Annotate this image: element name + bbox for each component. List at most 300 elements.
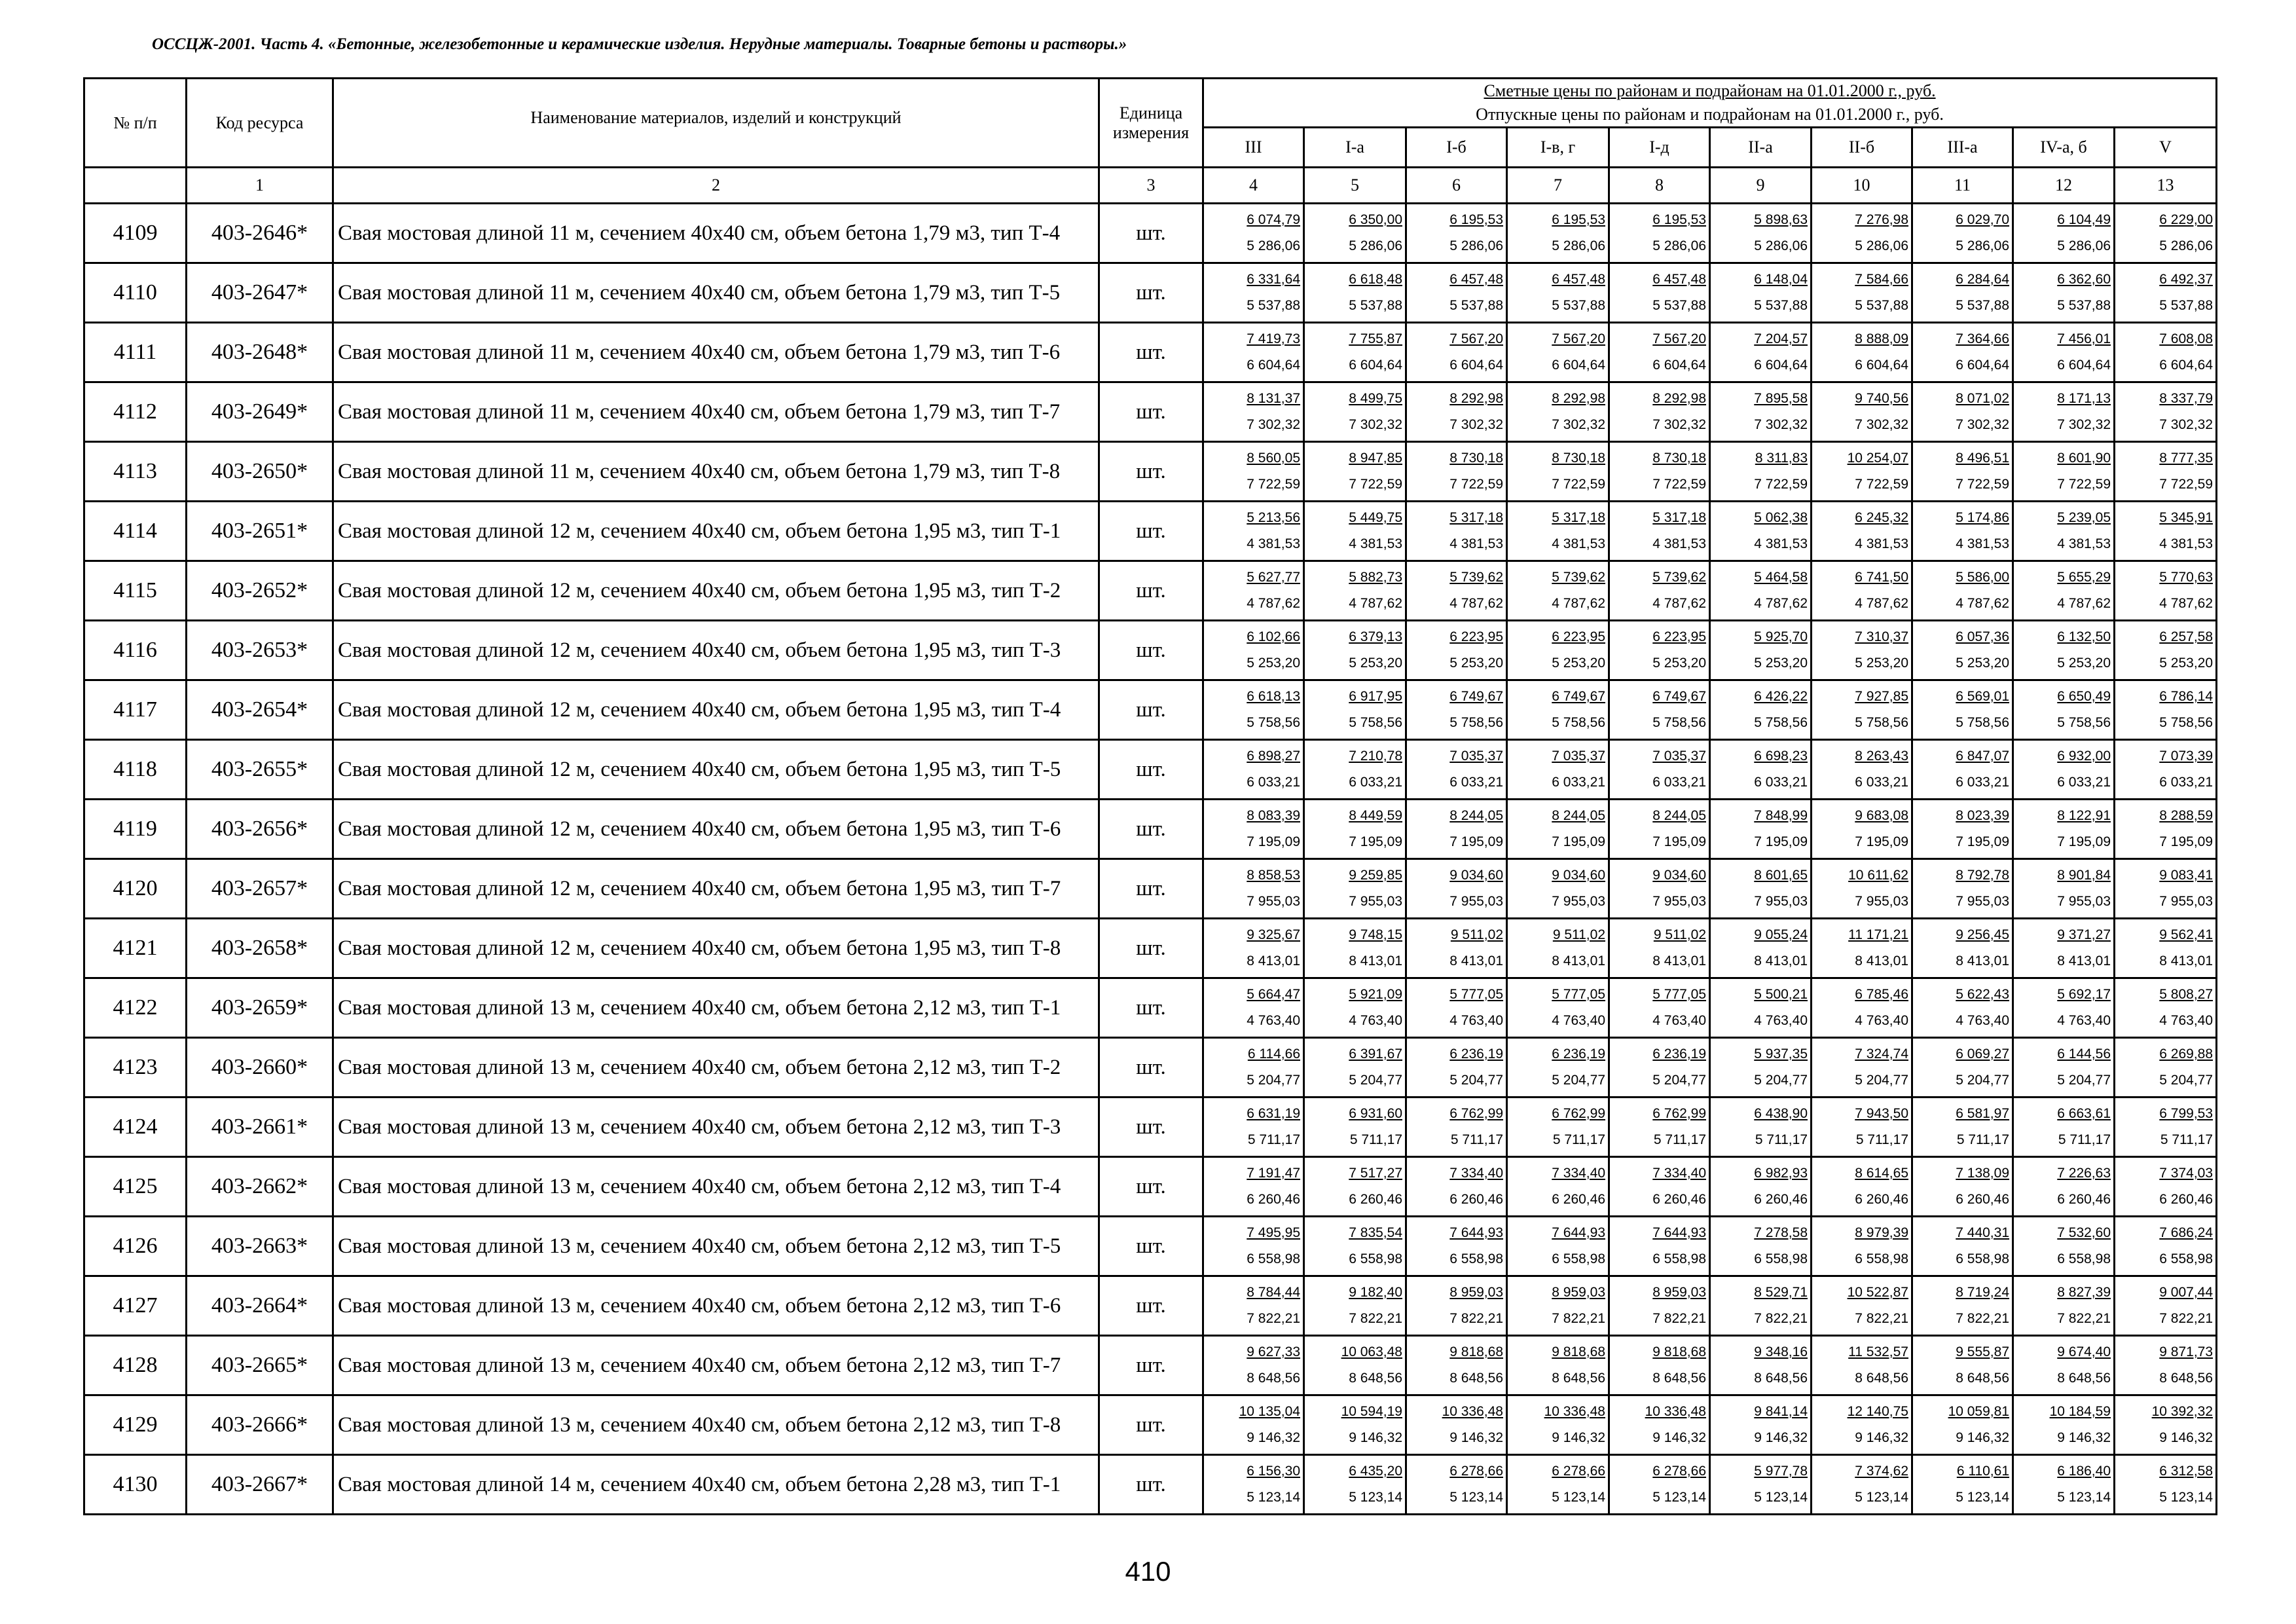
release-price: 9 146,32 (1552, 1430, 1605, 1445)
release-price: 6 260,46 (2159, 1192, 2214, 1207)
unit: шт. (1099, 263, 1203, 323)
price-cell (1304, 323, 1406, 382)
price-cell (1812, 680, 1912, 740)
price-cell (1912, 800, 2013, 859)
price-cell (1812, 919, 1912, 978)
item-name: Свая мостовая длиной 13 м, сечением 40х40 см, объем бетона 2,12 м3, тип Т-4 (333, 1157, 1099, 1217)
estimate-price: 8 792,78 (1956, 868, 2009, 883)
release-price: 5 286,06 (2159, 238, 2214, 253)
estimate-price: 7 567,20 (1449, 331, 1503, 346)
table-body (84, 204, 2217, 1515)
estimate-price: 6 278,66 (1552, 1464, 1605, 1479)
price-cell (1710, 1276, 1812, 1336)
estimate-price: 6 110,61 (1956, 1464, 2009, 1479)
price-cell (1304, 680, 1406, 740)
column-number-cell: 10 (1812, 168, 1912, 204)
release-price: 4 763,40 (2057, 1013, 2111, 1028)
estimate-price: 6 749,67 (1652, 689, 1706, 704)
resource-code: 403-2663* (187, 1217, 333, 1276)
release-price: 8 648,56 (1754, 1371, 1808, 1386)
release-price: 5 253,20 (1956, 655, 2009, 671)
price-cell (1710, 1395, 1812, 1455)
estimate-price: 8 122,91 (2057, 808, 2111, 823)
estimate-price: 5 664,47 (1247, 987, 1300, 1002)
estimate-price: 6 195,53 (1552, 212, 1605, 227)
release-price: 6 604,64 (1956, 358, 2009, 373)
release-price: 5 758,56 (1449, 715, 1503, 730)
resource-code: 403-2658* (187, 919, 333, 978)
table-row (84, 919, 2217, 978)
price-cell (1304, 1276, 1406, 1336)
region-header: V (2115, 128, 2217, 168)
release-price: 9 146,32 (1349, 1430, 1402, 1445)
price-cell (1203, 919, 1304, 978)
estimate-price: 5 777,05 (1652, 987, 1706, 1002)
table-row (84, 740, 2217, 800)
release-price: 8 413,01 (1754, 953, 1808, 969)
price-cell (1710, 859, 1812, 919)
price-cell (1609, 859, 1710, 919)
price-cell (1507, 1395, 1609, 1455)
estimate-price: 5 977,78 (1754, 1464, 1808, 1479)
price-cell (2115, 382, 2217, 442)
release-price: 5 711,17 (2160, 1132, 2214, 1147)
release-price: 6 033,21 (1855, 775, 1908, 790)
estimate-price: 8 827,39 (2057, 1285, 2111, 1300)
estimate-price: 9 348,16 (1754, 1344, 1808, 1359)
release-price: 6 033,21 (1652, 775, 1706, 790)
estimate-price: 6 102,66 (1247, 629, 1300, 644)
price-cell (2013, 978, 2115, 1038)
price-cell (1609, 1455, 1710, 1515)
table-row (84, 621, 2217, 680)
estimate-price: 6 631,19 (1247, 1106, 1300, 1121)
price-cell (1609, 1276, 1710, 1336)
price-cell (1710, 1098, 1812, 1157)
estimate-price: 7 226,63 (2057, 1166, 2111, 1181)
estimate-price: 6 457,48 (1552, 272, 1605, 287)
estimate-price: 5 449,75 (1349, 510, 1402, 525)
release-price: 5 537,88 (1552, 298, 1605, 313)
release-price: 7 302,32 (1652, 417, 1706, 432)
price-cell (1609, 382, 1710, 442)
row-number: 4109 (84, 204, 187, 263)
item-name: Свая мостовая длиной 13 м, сечением 40х40 см, объем бетона 2,12 м3, тип Т-8 (333, 1395, 1099, 1455)
release-price: 9 146,32 (2159, 1430, 2214, 1445)
table-row (84, 1336, 2217, 1395)
release-price: 4 763,40 (1956, 1013, 2009, 1028)
price-cell (2115, 323, 2217, 382)
estimate-price: 5 770,63 (2159, 570, 2214, 585)
unit: шт. (1099, 1157, 1203, 1217)
release-price: 5 758,56 (1552, 715, 1605, 730)
estimate-price: 6 917,95 (1349, 689, 1402, 704)
table-row (84, 1098, 2217, 1157)
release-price: 8 413,01 (1247, 953, 1300, 969)
release-price: 7 822,21 (1855, 1311, 1908, 1326)
price-cell (1609, 740, 1710, 800)
price-cell (1203, 1157, 1304, 1217)
estimate-price: 8 449,59 (1349, 808, 1402, 823)
release-price: 5 123,14 (1247, 1490, 1300, 1505)
release-price: 7 955,03 (1754, 894, 1808, 909)
estimate-price: 5 622,43 (1956, 987, 2009, 1002)
estimate-price: 10 063,48 (1341, 1344, 1402, 1359)
price-cell (1203, 859, 1304, 919)
estimate-price: 5 239,05 (2057, 510, 2111, 525)
price-cell (2115, 442, 2217, 502)
estimate-price: 6 618,48 (1349, 272, 1402, 287)
row-number: 4111 (84, 323, 187, 382)
release-price: 6 558,98 (1754, 1251, 1808, 1266)
price-cell (1710, 680, 1812, 740)
price-cell (1812, 1276, 1912, 1336)
price-cell (2013, 740, 2115, 800)
estimate-price: 6 391,67 (1349, 1046, 1402, 1061)
price-cell (1912, 978, 2013, 1038)
price-cell (1203, 680, 1304, 740)
estimate-price: 7 517,27 (1349, 1166, 1402, 1181)
estimate-price: 7 276,98 (1855, 212, 1908, 227)
price-cell (1304, 1217, 1406, 1276)
price-cell (1812, 204, 1912, 263)
row-number: 4126 (84, 1217, 187, 1276)
region-header: II-а (1710, 128, 1812, 168)
price-cell (1812, 263, 1912, 323)
release-price: 6 604,64 (1449, 358, 1503, 373)
estimate-price: 7 608,08 (2159, 331, 2214, 346)
release-price: 7 195,09 (1449, 834, 1503, 849)
release-price: 5 758,56 (1956, 715, 2009, 730)
resource-code: 403-2649* (187, 382, 333, 442)
estimate-price: 6 762,99 (1449, 1106, 1503, 1121)
price-cell (2115, 621, 2217, 680)
estimate-price: 8 730,18 (1449, 451, 1503, 466)
release-price: 5 204,77 (1956, 1073, 2009, 1088)
price-cell (1304, 1038, 1406, 1098)
resource-code: 403-2664* (187, 1276, 333, 1336)
item-name: Свая мостовая длиной 12 м, сечением 40х40 см, объем бетона 1,95 м3, тип Т-5 (333, 740, 1099, 800)
release-price: 4 763,40 (1754, 1013, 1808, 1028)
release-price: 5 253,20 (1652, 655, 1706, 671)
release-price: 5 286,06 (1349, 238, 1402, 253)
table-row (84, 323, 2217, 382)
item-name: Свая мостовая длиной 12 м, сечением 40х40 см, объем бетона 1,95 м3, тип Т-2 (333, 561, 1099, 621)
header-unit: Единица измерения (1099, 79, 1203, 168)
price-cell (1507, 382, 1609, 442)
estimate-price: 5 937,35 (1754, 1046, 1808, 1061)
price-cell (1406, 1098, 1507, 1157)
price-cell (1406, 204, 1507, 263)
price-cell (1912, 502, 2013, 561)
unit: шт. (1099, 859, 1203, 919)
estimate-price: 7 686,24 (2159, 1225, 2214, 1240)
release-price: 7 822,21 (1349, 1311, 1402, 1326)
estimate-price: 6 457,48 (1449, 272, 1503, 287)
resource-code: 403-2655* (187, 740, 333, 800)
estimate-price: 6 492,37 (2159, 272, 2214, 287)
estimate-price: 6 847,07 (1956, 748, 2009, 764)
estimate-price: 10 611,62 (1848, 868, 1908, 883)
price-cell (1912, 859, 2013, 919)
price-cell (1609, 1098, 1710, 1157)
item-name: Свая мостовая длиной 11 м, сечением 40х40 см, объем бетона 1,79 м3, тип Т-4 (333, 204, 1099, 263)
release-price: 8 648,56 (1449, 1371, 1503, 1386)
price-cell (1507, 263, 1609, 323)
release-price: 5 537,88 (2159, 298, 2214, 313)
resource-code: 403-2648* (187, 323, 333, 382)
estimate-price: 8 292,98 (1449, 391, 1503, 406)
estimate-price: 10 184,59 (2049, 1404, 2111, 1419)
release-price: 9 146,32 (1652, 1430, 1706, 1445)
release-price: 6 604,64 (1349, 358, 1402, 373)
row-number: 4116 (84, 621, 187, 680)
price-cell (1912, 442, 2013, 502)
release-price: 5 123,14 (1754, 1490, 1808, 1505)
price-cell (1203, 1038, 1304, 1098)
price-cell (2013, 204, 2115, 263)
estimate-price: 9 083,41 (2159, 868, 2214, 883)
estimate-price: 6 786,14 (2159, 689, 2214, 704)
price-cell (1304, 978, 1406, 1038)
estimate-price: 8 959,03 (1552, 1285, 1605, 1300)
price-cell (1203, 1217, 1304, 1276)
table-row (84, 1157, 2217, 1217)
release-price: 5 758,56 (1349, 715, 1402, 730)
estimate-price: 7 374,03 (2159, 1166, 2214, 1181)
release-price: 4 763,40 (1855, 1013, 1908, 1028)
release-price: 6 260,46 (2057, 1192, 2111, 1207)
release-price: 7 302,32 (1349, 417, 1402, 432)
resource-code: 403-2657* (187, 859, 333, 919)
estimate-price: 8 023,39 (1956, 808, 2009, 823)
price-cell (1609, 1395, 1710, 1455)
price-cell (2115, 263, 2217, 323)
estimate-price: 8 858,53 (1247, 868, 1300, 883)
estimate-price: 6 195,53 (1652, 212, 1706, 227)
release-price: 6 558,98 (2159, 1251, 2214, 1266)
item-name: Свая мостовая длиной 12 м, сечением 40х40 см, объем бетона 1,95 м3, тип Т-7 (333, 859, 1099, 919)
price-cell (2013, 621, 2115, 680)
estimate-price: 6 799,53 (2159, 1106, 2214, 1121)
price-cell (2013, 1157, 2115, 1217)
price-cell (1609, 1217, 1710, 1276)
estimate-price: 9 748,15 (1349, 927, 1402, 942)
price-cell (1304, 800, 1406, 859)
estimate-price: 7 204,57 (1754, 331, 1808, 346)
row-number: 4119 (84, 800, 187, 859)
release-price: 8 413,01 (1652, 953, 1706, 969)
column-number-cell: 3 (1099, 168, 1203, 204)
price-cell (1203, 621, 1304, 680)
estimate-price: 6 350,00 (1349, 212, 1402, 227)
release-price: 6 033,21 (2057, 775, 2111, 790)
column-number-row (84, 168, 2217, 204)
estimate-price: 9 055,24 (1754, 927, 1808, 942)
estimate-price: 9 325,67 (1247, 927, 1300, 942)
column-number-cell: 5 (1304, 168, 1406, 204)
estimate-price: 8 901,84 (2057, 868, 2111, 883)
estimate-price: 5 317,18 (1449, 510, 1503, 525)
estimate-price: 6 229,00 (2159, 212, 2214, 227)
column-number-cell: 7 (1507, 168, 1609, 204)
release-price: 7 195,09 (1349, 834, 1402, 849)
price-cell (1203, 800, 1304, 859)
header-prices (1203, 79, 2217, 128)
release-price: 7 302,32 (1754, 417, 1808, 432)
price-cell (1406, 1395, 1507, 1455)
release-price: 7 722,59 (1754, 477, 1808, 492)
estimate-price: 9 034,60 (1652, 868, 1706, 883)
resource-code: 403-2666* (187, 1395, 333, 1455)
estimate-price: 6 698,23 (1754, 748, 1808, 764)
release-price: 7 955,03 (1956, 894, 2009, 909)
price-cell (1812, 442, 1912, 502)
header-name: Наименование материалов, изделий и конструкций (333, 79, 1099, 168)
release-price: 4 381,53 (1247, 536, 1300, 551)
estimate-price: 11 532,57 (1848, 1344, 1908, 1359)
price-cell (1406, 561, 1507, 621)
estimate-price: 8 288,59 (2159, 808, 2214, 823)
release-price: 6 260,46 (1652, 1192, 1706, 1207)
table-row (84, 561, 2217, 621)
price-cell (1507, 1098, 1609, 1157)
item-name: Свая мостовая длиной 13 м, сечением 40х40 см, объем бетона 2,12 м3, тип Т-3 (333, 1098, 1099, 1157)
row-number: 4121 (84, 919, 187, 978)
release-price: 5 711,17 (1653, 1132, 1706, 1147)
release-price: 7 955,03 (1247, 894, 1300, 909)
estimate-price: 9 182,40 (1349, 1285, 1402, 1300)
resource-code: 403-2652* (187, 561, 333, 621)
release-price: 5 253,20 (1349, 655, 1402, 671)
column-number-cell: 13 (2115, 168, 2217, 204)
estimate-price: 10 522,87 (1847, 1285, 1908, 1300)
price-cell (1507, 1276, 1609, 1336)
price-cell (1406, 1336, 1507, 1395)
price-cell (1203, 204, 1304, 263)
column-number-cell: 8 (1609, 168, 1710, 204)
price-cell (1406, 323, 1507, 382)
release-price: 7 955,03 (1552, 894, 1605, 909)
estimate-price: 7 334,40 (1552, 1166, 1605, 1181)
release-price: 9 146,32 (1449, 1430, 1503, 1445)
estimate-price: 9 555,87 (1956, 1344, 2009, 1359)
price-cell (1406, 382, 1507, 442)
price-cell (2013, 919, 2115, 978)
price-cell (1304, 740, 1406, 800)
estimate-price: 7 495,95 (1247, 1225, 1300, 1240)
price-cell (1812, 621, 1912, 680)
price-cell (1507, 978, 1609, 1038)
price-cell (1912, 561, 2013, 621)
unit: шт. (1099, 1395, 1203, 1455)
estimate-price: 9 511,02 (1450, 927, 1503, 942)
estimate-price: 6 749,67 (1552, 689, 1605, 704)
release-price: 8 648,56 (1855, 1371, 1908, 1386)
price-cell (2115, 1336, 2217, 1395)
estimate-price: 5 777,05 (1552, 987, 1605, 1002)
estimate-price: 7 644,93 (1652, 1225, 1706, 1240)
release-price: 6 558,98 (1855, 1251, 1908, 1266)
release-price: 7 302,32 (1956, 417, 2009, 432)
estimate-price: 8 499,75 (1349, 391, 1402, 406)
release-price: 7 722,59 (1349, 477, 1402, 492)
estimate-price: 6 457,48 (1652, 272, 1706, 287)
estimate-price: 5 808,27 (2159, 987, 2214, 1002)
release-price: 8 413,01 (1855, 953, 1908, 969)
estimate-price: 6 029,70 (1956, 212, 2009, 227)
price-cell (1304, 382, 1406, 442)
release-price: 4 763,40 (1652, 1013, 1706, 1028)
estimate-price: 5 586,00 (1956, 570, 2009, 585)
price-cell (1912, 1098, 2013, 1157)
release-price: 6 558,98 (1349, 1251, 1402, 1266)
price-cell (1609, 442, 1710, 502)
price-cell (1406, 680, 1507, 740)
price-cell (1304, 1455, 1406, 1515)
price-table (83, 77, 2217, 1515)
price-cell (2013, 800, 2115, 859)
price-cell (1507, 740, 1609, 800)
price-cell (1406, 800, 1507, 859)
estimate-price: 5 213,56 (1247, 510, 1300, 525)
release-price: 5 204,77 (1449, 1073, 1503, 1088)
estimate-price: 8 071,02 (1956, 391, 2009, 406)
release-price: 5 286,06 (2057, 238, 2111, 253)
price-cell (1710, 382, 1812, 442)
release-price: 7 302,32 (1247, 417, 1300, 432)
price-cell (2115, 1276, 2217, 1336)
estimate-price: 8 244,05 (1652, 808, 1706, 823)
release-price: 5 537,88 (1652, 298, 1706, 313)
row-number: 4117 (84, 680, 187, 740)
estimate-price: 7 073,39 (2159, 748, 2214, 764)
row-number: 4128 (84, 1336, 187, 1395)
estimate-price: 7 334,40 (1652, 1166, 1706, 1181)
release-price: 4 787,62 (1247, 596, 1300, 611)
row-number: 4129 (84, 1395, 187, 1455)
region-header: III-а (1912, 128, 2013, 168)
estimate-price: 5 739,62 (1652, 570, 1706, 585)
column-number-cell: 11 (1912, 168, 2013, 204)
estimate-price: 9 256,45 (1956, 927, 2009, 942)
price-cell (1710, 442, 1812, 502)
resource-code: 403-2656* (187, 800, 333, 859)
price-cell (1203, 1395, 1304, 1455)
price-cell (1912, 204, 2013, 263)
unit: шт. (1099, 919, 1203, 978)
estimate-price: 8 311,83 (1755, 451, 1808, 466)
price-cell (1912, 263, 2013, 323)
price-cell (2013, 1217, 2115, 1276)
price-cell (1304, 919, 1406, 978)
price-cell (1812, 323, 1912, 382)
estimate-price: 10 594,19 (1341, 1404, 1402, 1419)
release-price: 4 763,40 (1449, 1013, 1503, 1028)
price-cell (1812, 561, 1912, 621)
estimate-price: 5 921,09 (1349, 987, 1402, 1002)
estimate-price: 6 426,22 (1754, 689, 1808, 704)
estimate-price: 7 035,37 (1552, 748, 1605, 764)
price-cell (1304, 859, 1406, 919)
release-price: 7 822,21 (2159, 1311, 2214, 1326)
resource-code: 403-2654* (187, 680, 333, 740)
estimate-price: 9 259,85 (1349, 868, 1402, 883)
release-price: 5 286,06 (1956, 238, 2009, 253)
price-cell (2013, 263, 2115, 323)
release-price: 6 260,46 (1956, 1192, 2009, 1207)
estimate-price: 5 777,05 (1449, 987, 1503, 1002)
